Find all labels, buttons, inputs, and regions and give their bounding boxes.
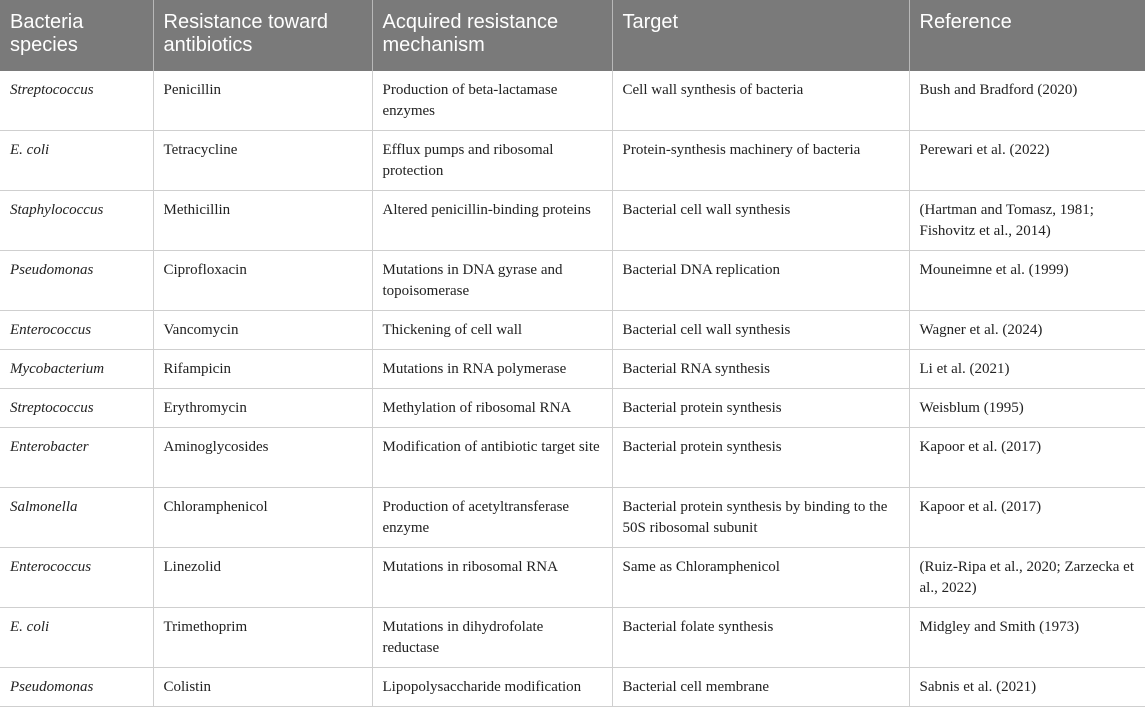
cell-target: Same as Chloramphenicol [612,548,909,608]
cell-reference: Perewari et al. (2022) [909,131,1145,191]
cell-mechanism: Production of beta-lactamase enzymes [372,71,612,131]
cell-antibiotic: Colistin [153,668,372,707]
table-row [0,311,1145,350]
cell-antibiotic: Rifampicin [153,350,372,389]
cell-target: Cell wall synthesis of bacteria [612,71,909,131]
header-reference: Reference [909,0,1145,71]
cell-mechanism: Mutations in RNA polymerase [372,350,612,389]
cell-species: E. coli [0,608,153,668]
cell-species: Salmonella [0,488,153,548]
table-row [0,428,1145,488]
table-row [0,488,1145,548]
header-mechanism: Acquired resistance mechanism [372,0,612,71]
cell-antibiotic: Erythromycin [153,389,372,428]
cell-species: Enterobacter [0,428,153,488]
cell-reference: (Hartman and Tomasz, 1981; Fishovitz et al., 2014) [909,191,1145,251]
cell-target: Bacterial cell wall synthesis [612,191,909,251]
table-row [0,608,1145,668]
cell-species: Enterococcus [0,548,153,608]
cell-antibiotic: Vancomycin [153,311,372,350]
header-target: Target [612,0,909,71]
cell-mechanism: Methylation of ribosomal RNA [372,389,612,428]
cell-mechanism: Thickening of cell wall [372,311,612,350]
cell-reference: (Ruiz-Ripa et al., 2020; Zarzecka et al., 2022) [909,548,1145,608]
cell-antibiotic: Tetracycline [153,131,372,191]
cell-target: Bacterial cell wall synthesis [612,311,909,350]
cell-mechanism: Mutations in DNA gyrase and topoisomerase [372,251,612,311]
cell-reference: Kapoor et al. (2017) [909,428,1145,488]
cell-antibiotic: Penicillin [153,71,372,131]
cell-mechanism: Mutations in dihydrofolate reductase [372,608,612,668]
cell-target: Protein-synthesis machinery of bacteria [612,131,909,191]
cell-target: Bacterial protein synthesis [612,428,909,488]
table-row [0,350,1145,389]
table-row [0,251,1145,311]
cell-species: Pseudomonas [0,251,153,311]
cell-species: Enterococcus [0,311,153,350]
cell-species: Streptococcus [0,389,153,428]
table-row [0,548,1145,608]
table-row [0,191,1145,251]
cell-reference: Midgley and Smith (1973) [909,608,1145,668]
cell-species: Staphylococcus [0,191,153,251]
cell-target: Bacterial RNA synthesis [612,350,909,389]
cell-antibiotic: Aminoglycosides [153,428,372,488]
header-row [0,0,1145,71]
cell-reference: Kapoor et al. (2017) [909,488,1145,548]
cell-target: Bacterial DNA replication [612,251,909,311]
cell-species: E. coli [0,131,153,191]
cell-target: Bacterial cell membrane [612,668,909,707]
cell-mechanism: Mutations in ribosomal RNA [372,548,612,608]
cell-antibiotic: Chloramphenicol [153,488,372,548]
cell-antibiotic: Methicillin [153,191,372,251]
table-header [0,0,1145,71]
cell-reference: Weisblum (1995) [909,389,1145,428]
table-row [0,131,1145,191]
cell-mechanism: Production of acetyltransferase enzyme [372,488,612,548]
cell-antibiotic: Ciprofloxacin [153,251,372,311]
cell-mechanism: Lipopolysaccharide modification [372,668,612,707]
cell-target: Bacterial protein synthesis [612,389,909,428]
cell-antibiotic: Linezolid [153,548,372,608]
cell-species: Streptococcus [0,71,153,131]
cell-species: Mycobacterium [0,350,153,389]
cell-antibiotic: Trimethoprim [153,608,372,668]
table-row [0,71,1145,131]
cell-reference: Li et al. (2021) [909,350,1145,389]
cell-reference: Bush and Bradford (2020) [909,71,1145,131]
header-resistance: Resistance toward antibiotics [153,0,372,71]
cell-target: Bacterial protein synthesis by binding to the 50S ribosomal subunit [612,488,909,548]
cell-mechanism: Modification of antibiotic target site [372,428,612,488]
cell-reference: Mouneimne et al. (1999) [909,251,1145,311]
header-bacteria-species: Bacteria species [0,0,153,71]
cell-reference: Sabnis et al. (2021) [909,668,1145,707]
cell-reference: Wagner et al. (2024) [909,311,1145,350]
cell-target: Bacterial folate synthesis [612,608,909,668]
cell-mechanism: Efflux pumps and ribosomal protection [372,131,612,191]
table-row [0,668,1145,707]
cell-mechanism: Altered penicillin-binding proteins [372,191,612,251]
table-row [0,389,1145,428]
cell-species: Pseudomonas [0,668,153,707]
table-body [0,71,1145,707]
